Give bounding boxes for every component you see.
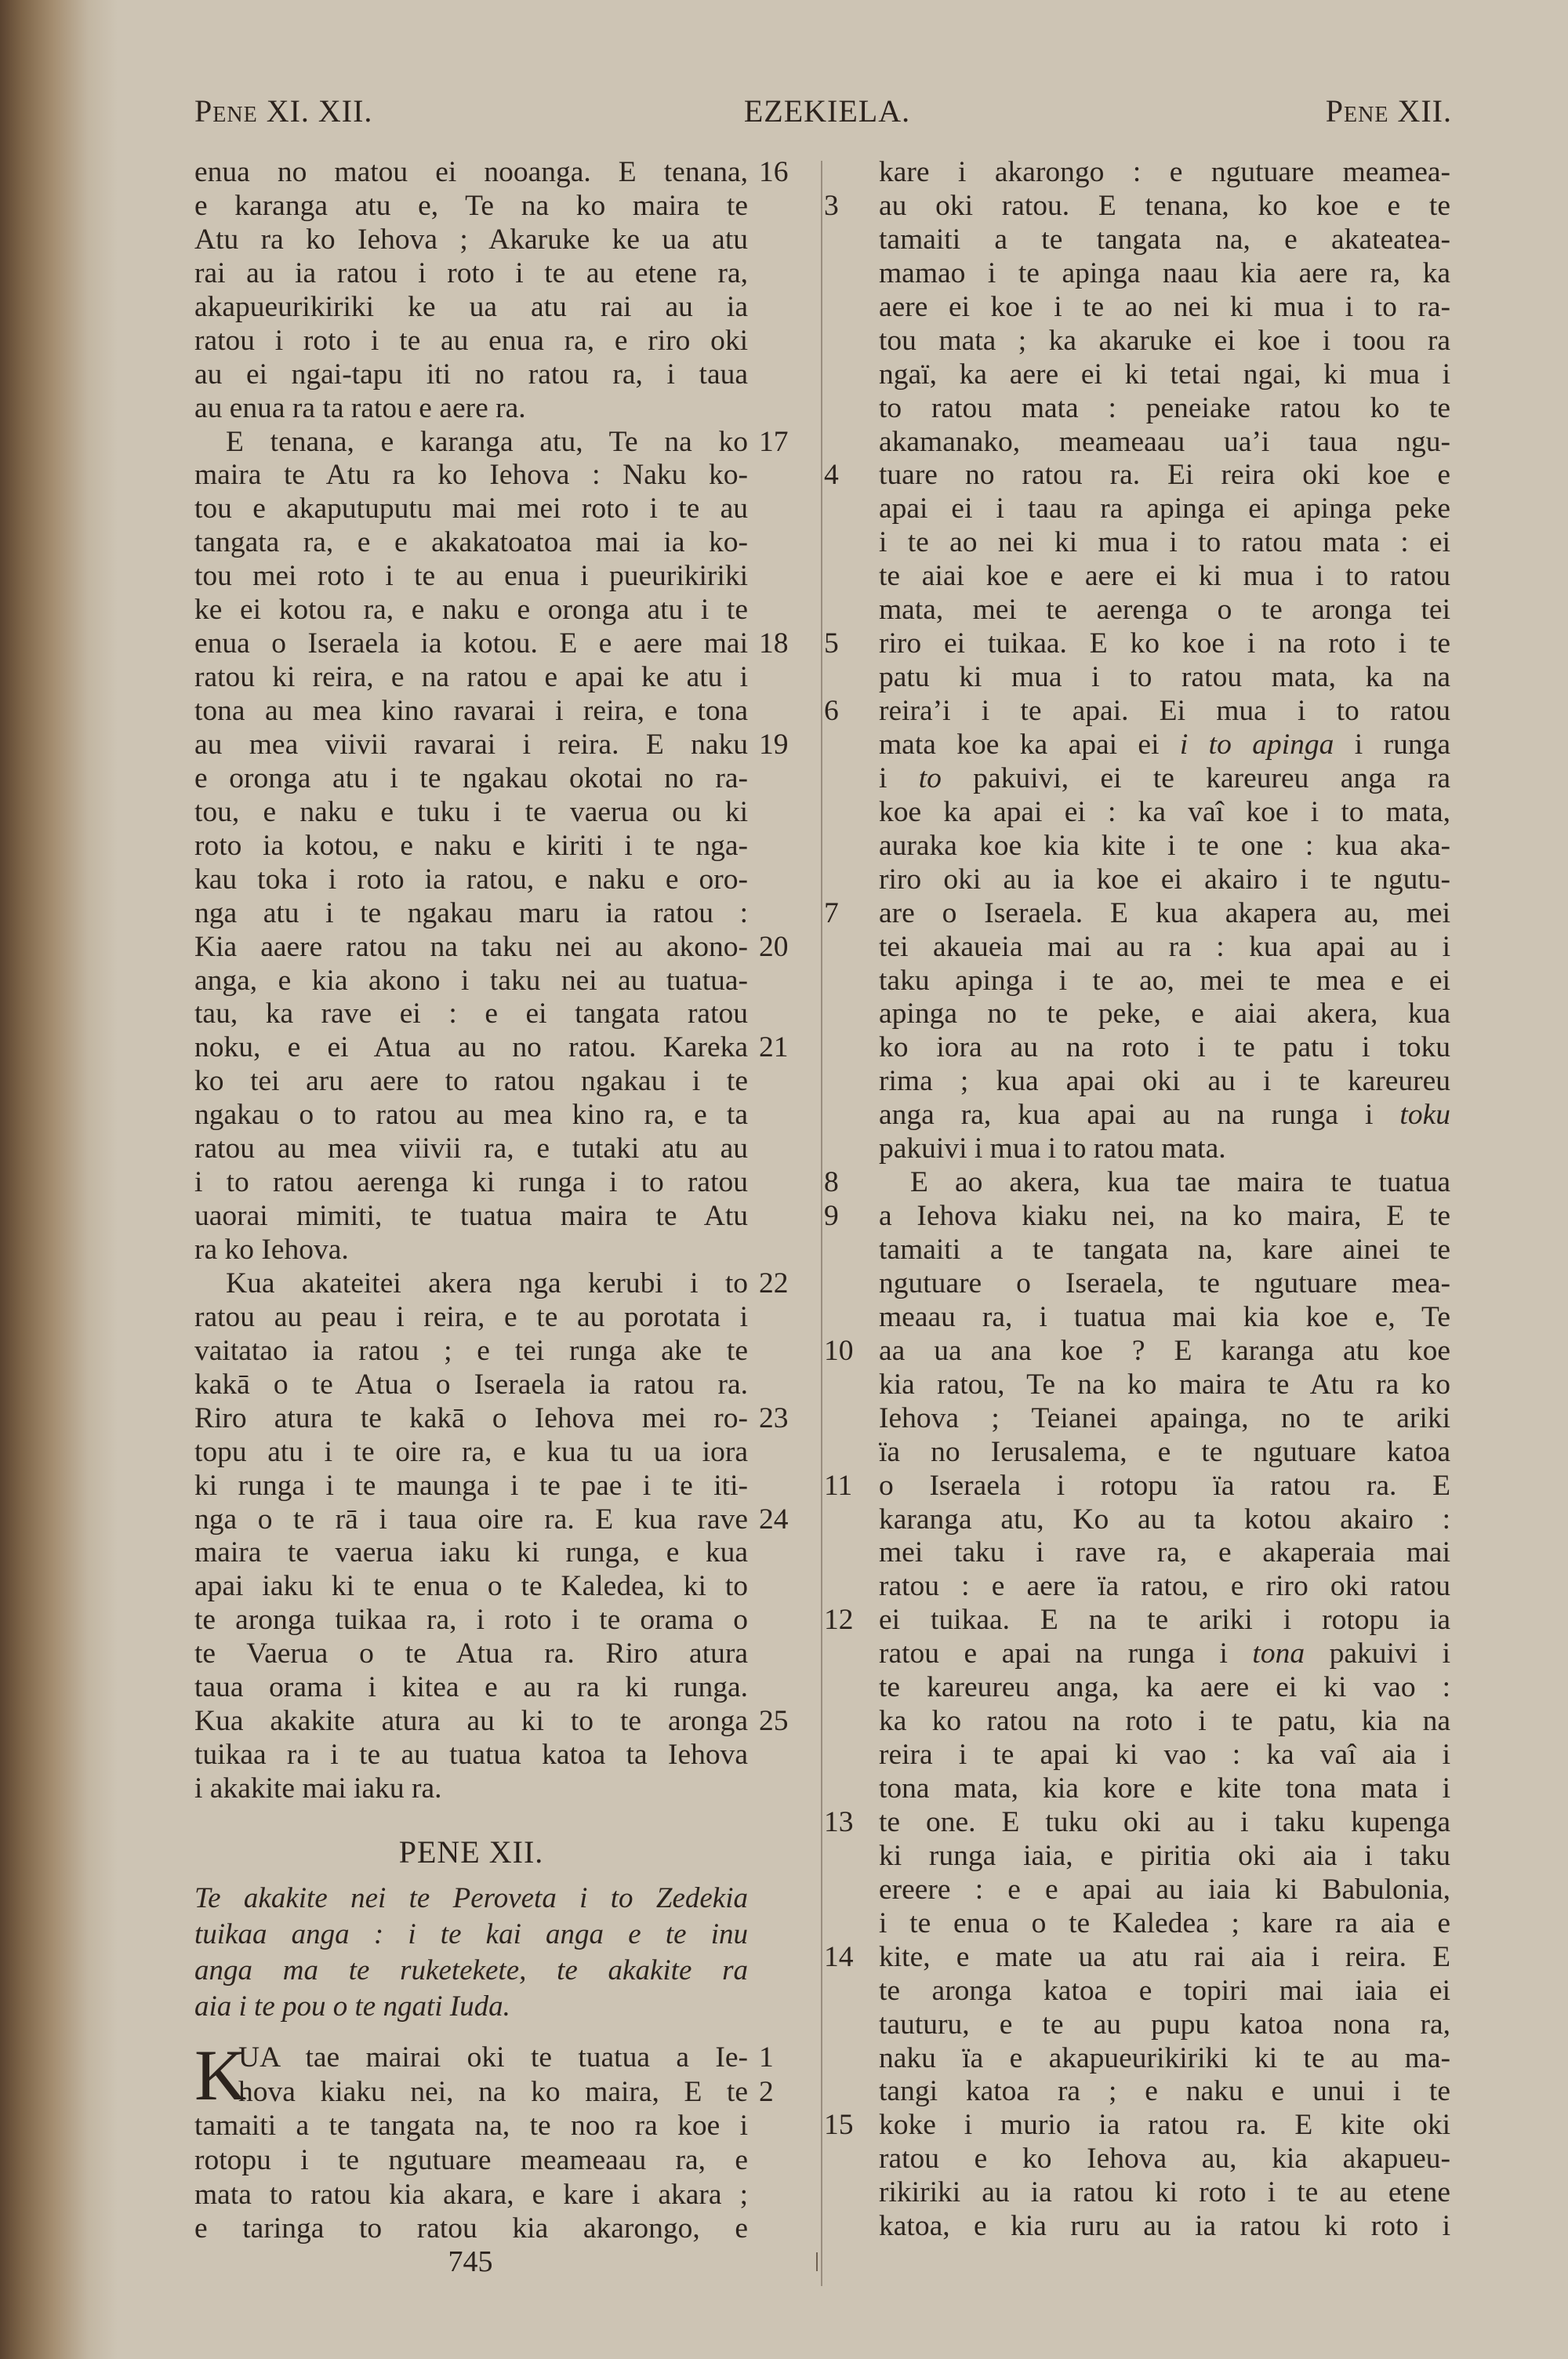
- line-text: rotopu i te ngutuare meameaau ra, e: [194, 2144, 748, 2177]
- text-line: [194, 1705, 789, 1739]
- text-segment: anga ra, kua apai au na runga i: [879, 1099, 1400, 1132]
- line-text: te Vaerua o te Atua ra. Riro atura: [194, 1637, 748, 1670]
- text-line: [824, 1469, 1450, 1503]
- text-line: [879, 1570, 1450, 1604]
- line-text: Kua akakite atura au ki to te aronga: [194, 1705, 748, 1738]
- italic-text: tona: [1252, 1637, 1305, 1670]
- verse-number: 1: [759, 2041, 774, 2074]
- line-text: e karanga atu e, Te na ko maira te: [194, 189, 748, 222]
- line-text: tauturu, e te au pupu katoa nona ra,: [879, 2008, 1450, 2041]
- line-text: ereere : e e apai au iaia ki Babulonia,: [879, 1873, 1450, 1906]
- text-line: [879, 560, 1450, 594]
- text-line: [879, 1267, 1450, 1301]
- text-line: [879, 1132, 1450, 1166]
- text-line: [824, 189, 1450, 224]
- line-text: topu atu i te oire ra, e kua tu ua iora: [194, 1435, 748, 1468]
- line-text: nga atu i te ngakau maru ia ratou :: [194, 896, 748, 929]
- text-line: [879, 291, 1450, 325]
- text-line: [879, 1975, 1450, 2008]
- text-line: [824, 695, 1450, 729]
- text-line: [824, 1604, 1450, 1637]
- verse-number: 21: [759, 1031, 789, 1064]
- text-line: [879, 1402, 1450, 1436]
- text-line: [194, 1200, 748, 1234]
- text-line: [194, 627, 789, 661]
- line-text: tona mata, kia kore e kite tona mata i: [879, 1772, 1450, 1805]
- text-line: [824, 1334, 1450, 1369]
- line-text: o Iseraela i rotopu ïa ratou ra. E: [879, 1469, 1450, 1502]
- text-line: [824, 1940, 1450, 1975]
- text-line: [194, 1470, 748, 1503]
- text-line: [879, 2176, 1450, 2210]
- line-text: to ratou mata : peneiake ratou ko te: [879, 391, 1450, 424]
- verse-number: 16: [759, 156, 789, 188]
- text-line: [194, 1335, 748, 1369]
- verse-number: 19: [759, 728, 789, 761]
- text-line: [824, 627, 1450, 661]
- text-line: [824, 1200, 1450, 1234]
- text-line: [879, 998, 1450, 1031]
- text-line: [879, 2210, 1450, 2244]
- line-text: aere ei koe i te ao nei ki mua i to ra-: [879, 290, 1450, 323]
- italic-text: toku: [1399, 1099, 1450, 1132]
- line-text: katoa, e kia ruru au ia ratou ki roto i: [879, 2210, 1450, 2243]
- text-line: [879, 1907, 1450, 1941]
- text-line: [194, 1570, 748, 1604]
- text-segment: mata koe ka apai ei: [879, 728, 1180, 761]
- text-line: [194, 1065, 748, 1099]
- line-text: mata to ratou kia akara, e kare i akara ;: [194, 2178, 748, 2211]
- text-line: [194, 291, 748, 325]
- running-header-right: [1326, 93, 1452, 129]
- line-text: ke ei kotou ra, e naku e oronga atu i te: [194, 594, 748, 627]
- text-line: [194, 998, 748, 1031]
- text-line: [879, 392, 1450, 426]
- text-line: [194, 325, 748, 358]
- line-text: aa ua ana koe ? E karanga atu koe: [879, 1334, 1450, 1367]
- text-line: [194, 2212, 748, 2246]
- verse-number: 5: [824, 627, 839, 660]
- line-text: aia i te pou o te ngati Iuda.: [194, 1990, 510, 2023]
- text-line: [879, 830, 1450, 863]
- text-line: [194, 1503, 789, 1537]
- text-line: [194, 358, 748, 392]
- text-line: [194, 1671, 748, 1705]
- text-line: [194, 594, 748, 627]
- line-text: riro ei tuikaa. E ko koe i na roto i te: [879, 627, 1450, 660]
- text-line: [879, 1705, 1450, 1739]
- line-text: noku, e ei Atua au no ratou. Kareka: [194, 1031, 748, 1064]
- line-text: enua no matou ei nooanga. E tenana,: [194, 156, 748, 188]
- text-line: [194, 2109, 748, 2143]
- line-text: nga o te rā i taua oire ra. E kua rave: [194, 1503, 748, 1536]
- line-text: pakuivi i mua i to ratou mata.: [879, 1132, 1226, 1165]
- text-segment: pakuivi, ei te kareureu anga ra: [941, 761, 1451, 794]
- text-line: [879, 863, 1450, 897]
- text-line: [194, 2041, 774, 2075]
- text-line: [879, 156, 1450, 190]
- line-text: are o Iseraela. E kua akapera au, mei: [879, 896, 1450, 929]
- text-line: [879, 325, 1450, 358]
- line-text: anga, e kia akono i taku nei au tuatua-: [194, 964, 748, 997]
- text-segment: ratou e apai na runga i: [879, 1637, 1253, 1670]
- line-text: auraka koe kia kite i te one : kua aka-: [879, 829, 1450, 862]
- text-line: [879, 1099, 1450, 1132]
- verse-number: 7: [824, 896, 839, 929]
- text-line: [194, 1436, 748, 1470]
- text-line: [879, 1874, 1450, 1907]
- text-line: [824, 459, 1450, 493]
- verse-number: 13: [824, 1805, 854, 1838]
- line-text: rima ; kua apai oki au i te kareureu: [879, 1065, 1450, 1098]
- text-line: [194, 493, 748, 526]
- line-text: apinga no te peke, e aiai akera, kua: [879, 998, 1450, 1030]
- text-line: [194, 661, 748, 695]
- line-text: Atu ra ko Iehova ; Akaruke ke ua atu: [194, 223, 748, 256]
- line-text: kau toka i roto ia ratou, e naku e oro-: [194, 863, 748, 896]
- line-text: taku apinga i te ao, mei te mea e ei: [879, 964, 1450, 997]
- line-text: roto ia kotou, e naku e kiriti i te nga-: [194, 829, 748, 862]
- drop-cap: K: [194, 2035, 247, 2115]
- text-line: [194, 728, 789, 762]
- text-line: [879, 1436, 1450, 1470]
- text-line: [824, 1166, 1450, 1200]
- line-text: tamaiti a te tangata na, kare ainei te: [879, 1234, 1450, 1266]
- printer-mark: [816, 2252, 818, 2271]
- text-line: [879, 1369, 1450, 1402]
- line-text: ratou i roto i te au enua ra, e riro oki: [194, 324, 748, 357]
- line-text: ngakau o to ratou au mea kino ra, e ta: [194, 1099, 748, 1132]
- verse-number: 3: [824, 189, 839, 222]
- text-line: [194, 965, 748, 998]
- text-line: [879, 1301, 1450, 1335]
- text-line: [879, 762, 1450, 796]
- line-text: e taringa to ratou kia akarongo, e: [194, 2212, 748, 2245]
- line-text: ki runga i te maunga i te pae i te iti-: [194, 1469, 748, 1502]
- line-text: te one. E tuku oki au i taku kupenga: [879, 1805, 1450, 1838]
- line-text: au oki ratou. E tenana, ko koe e te: [879, 189, 1450, 222]
- header-left-chapters: XI. XII.: [266, 93, 373, 129]
- line-text: vaitatao ia ratou ; e tei runga ake te: [194, 1334, 748, 1367]
- text-line: [194, 1166, 748, 1200]
- line-text: Iehova ; Teianei apainga, no te ariki: [879, 1401, 1450, 1434]
- line-text: naku ïa e akapueurikiriki ki te au ma-: [879, 2041, 1450, 2074]
- line-text: patu ki mua i to ratou mata, ka na: [879, 661, 1450, 694]
- line-text: te aronga tuikaa ra, i roto i te orama o: [194, 1604, 748, 1637]
- line-text: UA tae mairai oki te tuatua a Ie-: [238, 2041, 748, 2074]
- text-line: [194, 425, 789, 460]
- right-text-column: [824, 156, 1451, 2244]
- text-line: [879, 1840, 1450, 1874]
- line-text: rai au ia ratou i roto i te au etene ra,: [194, 256, 748, 289]
- line-text: i akakite mai iaku ra.: [194, 1772, 442, 1805]
- line-text: E ao akera, kua tae maira te tuatua: [910, 1166, 1450, 1199]
- text-line: [194, 1989, 748, 2025]
- text-line: [194, 1881, 748, 1917]
- line-text: te aiai koe e aere ei ki mua i to ratou: [879, 560, 1450, 593]
- text-line: [194, 257, 748, 291]
- line-text: kite, e mate ua atu rai aia i reira. E: [879, 1940, 1450, 1973]
- verse-number: 12: [824, 1604, 854, 1637]
- italic-text: i to apinga: [1179, 728, 1334, 761]
- text-line: [879, 729, 1450, 762]
- line-text: koke i murio ia ratou ra. E kite oki: [879, 2109, 1450, 2142]
- chapter-summary: [194, 1881, 748, 2025]
- line-text: ïa no Ierusalema, e te ngutuare katoa: [879, 1435, 1450, 1468]
- text-line: [194, 2075, 774, 2110]
- header-left-label: Pene: [194, 93, 258, 129]
- line-text: meaau ra, i tuatua mai kia koe e, Te: [879, 1300, 1450, 1333]
- book-binding-shadow: [0, 0, 118, 2359]
- text-line: [879, 1637, 1450, 1671]
- verse-number: 10: [824, 1334, 854, 1367]
- line-text: i to ratou aerenga ki runga i to ratou: [194, 1166, 748, 1199]
- line-text: Kua akateitei akera nga kerubi i to: [226, 1267, 748, 1299]
- line-text: ngaï, ka aere ei ki tetai ngai, ki mua i: [879, 358, 1450, 391]
- line-text: riro oki au ia koe ei akairo i te ngutu-: [879, 863, 1450, 896]
- verse-number: 14: [824, 1940, 854, 1973]
- text-line: [194, 526, 748, 560]
- text-line: [879, 1671, 1450, 1705]
- line-text: ko iora au na roto i te patu i toku: [879, 1031, 1450, 1064]
- line-text: koe ka apai ei : ka vaî koe i to mata,: [879, 795, 1450, 828]
- line-text: tou, e naku e tuku i te vaerua ou ki: [194, 795, 748, 828]
- line-text: akamanako, meameaau ua’i taua ngu-: [879, 425, 1450, 458]
- page-number: 745: [448, 2245, 493, 2278]
- text-line: [194, 190, 748, 224]
- line-text: rikiriki au ia ratou ki roto i te au etene: [879, 2176, 1450, 2209]
- line-text: apai iaku ki te enua o te Kaledea, ki to: [194, 1570, 748, 1603]
- line-text: te kareureu anga, ka aere ei ki vao :: [879, 1671, 1450, 1704]
- line-text: a Iehova kiaku nei, na ko maira, E te: [879, 1200, 1450, 1233]
- line-text: enua o Iseraela ia kotou. E e aere mai: [194, 627, 748, 660]
- text-line: [879, 526, 1450, 560]
- line-text: ko tei aru aere to ratou ngakau i te: [194, 1065, 748, 1098]
- line-text: tamaiti a te tangata na, e akateatea-: [879, 223, 1450, 256]
- text-line: [194, 156, 789, 190]
- line-text: kakā o te Atua o Iseraela ia ratou ra.: [194, 1368, 748, 1401]
- line-text: tou mata ; ka akaruke ei koe i toou ra: [879, 324, 1450, 357]
- text-line: [194, 2143, 748, 2178]
- line-text: i te ao nei ki mua i to ratou mata : ei: [879, 526, 1450, 559]
- text-line: [879, 257, 1450, 291]
- text-line: [194, 1132, 748, 1166]
- text-line: [879, 1031, 1450, 1065]
- text-line: [879, 1772, 1450, 1806]
- italic-text: to: [918, 761, 942, 794]
- text-line: [879, 2008, 1450, 2042]
- text-line: [194, 1536, 748, 1570]
- line-text: tou e akaputuputu mai mei roto i te au: [194, 493, 748, 525]
- text-line: [194, 762, 748, 796]
- text-line: [194, 1739, 748, 1772]
- line-text: maira te Atu ra ko Iehova : Naku ko-: [194, 459, 748, 492]
- running-header-title: EZEKIELA.: [743, 93, 911, 129]
- text-line: [194, 830, 748, 863]
- line-text: tangi katoa ra ; e naku e unui i te: [879, 2075, 1450, 2108]
- line-text: tau, ka rave ei : e ei tangata ratou: [194, 998, 748, 1030]
- verse-number: 15: [824, 2109, 854, 2142]
- line-text: anga ma te ruketekete, te akakite ra: [194, 1954, 748, 1986]
- text-line: [879, 426, 1450, 460]
- text-line: [879, 796, 1450, 830]
- line-text: uaorai mimiti, te tuatua maira te Atu: [194, 1200, 748, 1233]
- line-text: Kia aaere ratou na taku nei au akono-: [194, 930, 748, 963]
- verse-number: 17: [759, 425, 789, 458]
- verse-number: 25: [759, 1705, 789, 1738]
- line-text: ratou ki reira, e na ratou e apai ke atu i: [194, 661, 748, 694]
- text-line: [194, 1917, 748, 1953]
- text-line: [879, 2042, 1450, 2076]
- text-line: [879, 2143, 1450, 2176]
- line-text: reira i te apai ki vao : ka vaî aia i: [879, 1739, 1450, 1772]
- line-text: kare i akarongo : e ngutuare meamea-: [879, 156, 1450, 188]
- line-text: kia ratou, Te na ko maira te Atu ra ko: [879, 1368, 1450, 1401]
- line-text: tei akaueia mai au ra : kua apai au i: [879, 930, 1450, 963]
- text-line: [194, 796, 748, 830]
- text-segment: i runga: [1334, 728, 1450, 761]
- line-text: te aronga katoa e topiri mai iaia ei: [879, 1974, 1450, 2007]
- text-line: [194, 560, 748, 594]
- text-line: [194, 863, 748, 897]
- text-line: [194, 1301, 748, 1335]
- line-text: mei taku i rave ra, e akaperaia mai: [879, 1536, 1450, 1569]
- text-line: [194, 1953, 748, 1989]
- line-text: tuikaa anga : i te kai anga e te inu: [194, 1918, 748, 1950]
- line-text: mamao i te apinga naau kia aere ra, ka: [879, 256, 1450, 289]
- text-line: [194, 459, 748, 493]
- running-header-left: [194, 93, 372, 129]
- text-line: [194, 1234, 748, 1267]
- text-line: [879, 1536, 1450, 1570]
- verse-number: 8: [824, 1166, 839, 1199]
- line-text: ratou : e aere ïa ratou, e riro oki ratou: [879, 1570, 1450, 1603]
- line-text: ka ko ratou na roto i te patu, kia na: [879, 1705, 1450, 1738]
- text-line: [194, 1031, 789, 1065]
- verse-number: 4: [824, 459, 839, 492]
- verse-number: 23: [759, 1401, 789, 1434]
- text-line: [194, 1772, 748, 1806]
- text-line: [879, 661, 1450, 695]
- text-line: [194, 695, 748, 729]
- line-text: ra ko Iehova.: [194, 1234, 349, 1266]
- text-line: [194, 1637, 748, 1671]
- line-text: tuare no ratou ra. Ei reira oki koe e: [879, 459, 1450, 492]
- text-line: [194, 2178, 748, 2212]
- left-text-column: [194, 156, 789, 1806]
- line-text: ratou e ko Iehova au, kia akapueu-: [879, 2143, 1450, 2175]
- line-text: Riro atura te kakā o Iehova mei ro-: [194, 1401, 748, 1434]
- line-text: akapueurikiriki ke ua atu rai au ia: [194, 290, 748, 323]
- text-line: [194, 930, 789, 965]
- text-line: [194, 1267, 789, 1301]
- text-line: [194, 224, 748, 257]
- text-line: [194, 1604, 748, 1637]
- line-text: mata, mei te aerenga o te aronga tei: [879, 594, 1450, 627]
- verse-number: 22: [759, 1267, 789, 1299]
- line-text: ei tuikaa. E na te ariki i rotopu ia: [879, 1604, 1450, 1637]
- line-text: karanga atu, Ko au ta kotou akairo :: [879, 1503, 1450, 1536]
- verse-number: 9: [824, 1200, 839, 1233]
- line-text: au ei ngai-tapu iti no ratou ra, i taua: [194, 358, 748, 391]
- line-text: ngutuare o Iseraela, te ngutuare mea-: [879, 1267, 1450, 1299]
- column-divider: [821, 161, 822, 2286]
- text-segment: pakuivi i: [1305, 1637, 1450, 1670]
- header-right-chapter: XII.: [1397, 93, 1452, 129]
- text-line: [194, 1099, 748, 1132]
- text-line: [879, 965, 1450, 998]
- text-line: [879, 2075, 1450, 2109]
- line-text: apai ei i taau ra apinga ei apinga peke: [879, 493, 1450, 525]
- line-text: ratou au mea viivii ra, e tutaki atu au: [194, 1132, 748, 1165]
- line-text: hova kiaku nei, na ko maira, E te: [238, 2075, 748, 2108]
- line-text: i te enua o te Kaledea ; kare ra aia e: [879, 1906, 1450, 1939]
- verse-number: 11: [824, 1469, 853, 1502]
- text-line: [879, 1739, 1450, 1772]
- text-line: [879, 358, 1450, 392]
- line-text: au enua ra ta ratou e aere ra.: [194, 391, 526, 424]
- chapter-opening: [194, 2035, 774, 2246]
- line-text: taua orama i kitea e au ra ki runga.: [194, 1671, 748, 1704]
- chapter-heading: PENE XII.: [398, 1834, 544, 1870]
- header-right-label: Pene: [1325, 93, 1389, 129]
- verse-number: 24: [759, 1503, 789, 1536]
- text-line: [879, 594, 1450, 627]
- line-text: tuikaa ra i te au tuatua katoa ta Iehova: [194, 1739, 748, 1772]
- line-text: au mea viivii ravarai i reira. E naku: [194, 728, 748, 761]
- line-text: tamaiti a te tangata na, te noo ra koe i: [194, 2110, 748, 2143]
- verse-number: 2: [759, 2075, 774, 2108]
- verse-number: 6: [824, 695, 839, 727]
- line-text: tangata ra, e e akakatoatoa mai ia ko-: [194, 526, 748, 559]
- text-line: [824, 1805, 1450, 1840]
- text-segment: i: [879, 761, 919, 794]
- text-line: [194, 1401, 789, 1436]
- text-line: [879, 1234, 1450, 1267]
- text-line: [824, 896, 1450, 931]
- line-text: reira’i i te apai. Ei mua i to ratou: [879, 695, 1450, 727]
- line-text: Te akakite nei te Peroveta i to Zedekia: [194, 1882, 748, 1914]
- verse-number: 18: [759, 627, 789, 660]
- line-text: tona au mea kino ravarai i reira, e tona: [194, 695, 748, 727]
- verse-number: 20: [759, 930, 789, 963]
- line-text: e oronga atu i te ngakau okotai no ra-: [194, 761, 748, 794]
- text-line: [879, 931, 1450, 965]
- line-text: ratou au peau i reira, e te au porotata i: [194, 1300, 748, 1333]
- line-text: E tenana, e karanga atu, Te na ko: [226, 425, 748, 458]
- text-line: [194, 897, 748, 931]
- line-text: ki runga iaia, e piritia oki aia i taku: [879, 1839, 1450, 1872]
- line-text: tou mei roto i te au enua i pueurikiriki: [194, 560, 748, 593]
- text-line: [879, 493, 1450, 526]
- text-line: [194, 1369, 748, 1402]
- line-text: maira te vaerua iaku ki runga, e kua: [194, 1536, 748, 1569]
- text-line: [824, 2109, 1450, 2143]
- text-line: [879, 224, 1450, 257]
- text-line: [879, 1065, 1450, 1099]
- text-line: [194, 392, 748, 426]
- text-line: [879, 1503, 1450, 1537]
